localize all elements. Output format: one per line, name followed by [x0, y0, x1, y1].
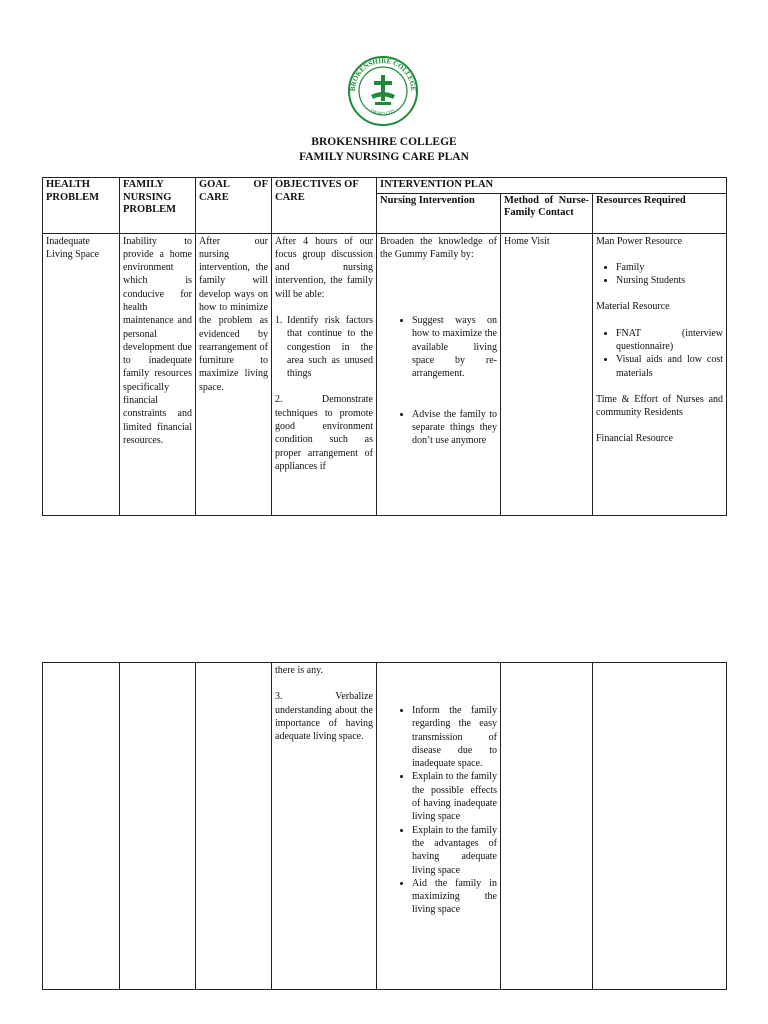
resource-item: • Family — [616, 261, 723, 274]
objective-2-continued: there is any. — [275, 665, 323, 676]
col-objectives-of-care: OBJECTIVES OF CARE — [272, 178, 377, 234]
col-method-of-contact: Method of Nurse-Family Contact — [501, 193, 593, 233]
intervention-bullet: • Advise the family to separate things they don’t use anymore — [412, 408, 497, 448]
method-cell: Home Visit — [501, 233, 593, 516]
intervention-bullet: • Suggest ways on how to maximize the available living space by re-arrangement. — [412, 314, 497, 380]
nursing-intervention-cell — [377, 233, 501, 516]
intervention-bullet: • Explain to the family the possible effects of having inadequate living space — [412, 770, 497, 823]
resource-item: • Visual aids and low cost materials — [616, 353, 723, 380]
objective-1-number: 1. — [275, 314, 283, 326]
objective-2: 2. Demonstrate techniques to promote good environment condition such as proper arrangement of appliances if — [275, 394, 373, 472]
college-seal-logo — [347, 55, 419, 127]
empty-cell — [593, 663, 727, 990]
col-health-problem: HEALTH PROBLEM — [43, 178, 120, 234]
objective-1-text: Identify risk factors that continue to the congestion in the area such as unused things — [287, 314, 373, 380]
resource-material: Material Resource — [596, 301, 670, 313]
resources-cell — [593, 233, 727, 516]
col-nursing-intervention: Nursing Intervention — [377, 193, 501, 233]
goal-of-care-cell: After our nursing intervention, the family will develop ways on how to minimize the problem as evidenced by rearrangement of furniture to maximize living space. — [196, 233, 272, 516]
intervention-intro: Broaden the knowledge of the Gummy Family by: — [380, 235, 497, 260]
empty-cell — [120, 663, 196, 990]
intervention-bullet: • Explain to the family the advantages of having adequate living space — [412, 824, 497, 877]
col-family-nursing-problem: FAMILY NURSING PROBLEM — [120, 178, 196, 234]
nursing-intervention-cell — [377, 663, 501, 990]
resource-item: • FNAT (interview questionnaire) — [616, 327, 723, 354]
resource-item: • Nursing Students — [616, 274, 723, 287]
table-row — [43, 233, 727, 516]
care-plan-table-page2 — [42, 662, 727, 990]
document-subtitle: FAMILY NURSING CARE PLAN — [299, 151, 469, 163]
health-problem-cell: Inadequate Living Space — [43, 233, 120, 516]
col-goal-of-care: GOAL OF CARE — [196, 178, 272, 234]
objectives-cell — [272, 663, 377, 990]
document-title: BROKENSHIRE COLLEGE — [311, 136, 457, 148]
objectives-cell — [272, 233, 377, 516]
objective-3: 3. Verbalize understanding about the importance of having adequate living space. — [275, 691, 373, 743]
empty-cell — [501, 663, 593, 990]
intervention-bullet: • Inform the family regarding the easy transmission of disease due to inadequate space. — [412, 704, 497, 770]
care-plan-table-page1 — [42, 177, 727, 516]
svg-text:DAVAO CITY — [370, 108, 396, 116]
resource-financial: Financial Resource — [596, 433, 673, 445]
table-row — [43, 663, 727, 990]
resource-manpower: Man Power Resource — [596, 235, 683, 247]
seal-ring-text: BROKENSHIRE COLLEGE — [348, 56, 418, 92]
seal-ring-subtext: DAVAO CITY — [369, 107, 397, 117]
family-nursing-problem-cell: Inability to provide a home environment which is conducive for health maintenance and personal development due to inadequate family resources specifically financial constraints and limited financial resources. — [120, 233, 196, 516]
intervention-bullet: • Aid the family in maximizing the living space — [412, 877, 497, 917]
empty-cell — [196, 663, 272, 990]
objective-1 — [275, 314, 373, 380]
col-resources-required: Resources Required — [593, 193, 727, 233]
objectives-intro: After 4 hours of our focus group discussion and nursing intervention, the family will be able: — [275, 235, 373, 300]
resource-time-effort: Time & Effort of Nurses and community Residents — [596, 393, 724, 419]
empty-cell — [43, 663, 120, 990]
col-intervention-plan: INTERVENTION PLAN — [377, 178, 727, 194]
